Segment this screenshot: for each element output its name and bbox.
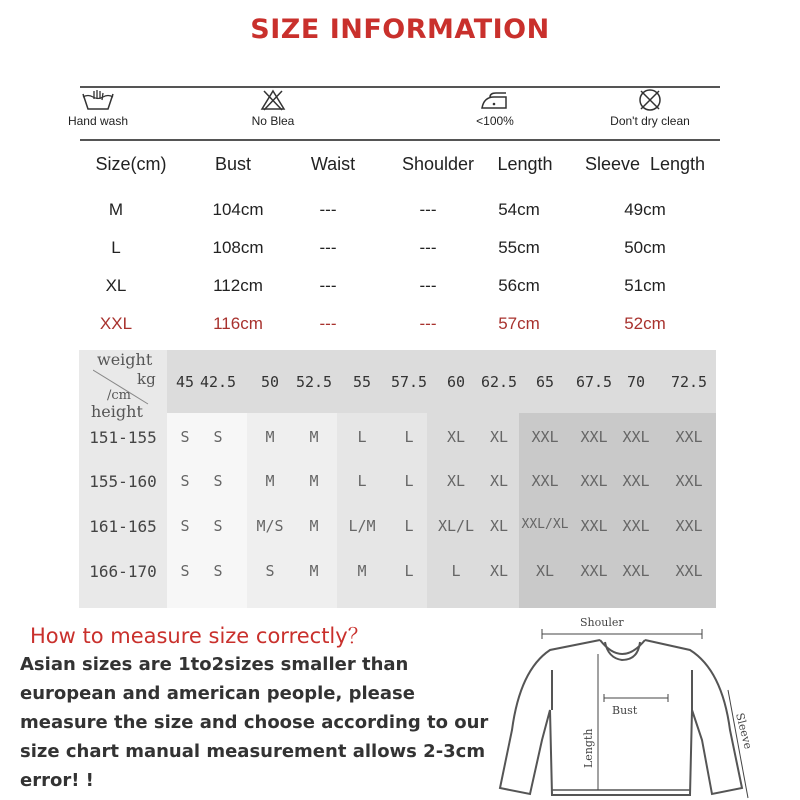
size-recommendation: M — [265, 428, 275, 446]
weight-header: 42.5 — [199, 373, 237, 391]
care-no-bleach — [233, 88, 313, 128]
column-header: Size(cm) — [95, 154, 167, 174]
size-row — [80, 276, 720, 306]
cm-label: /cm — [107, 388, 131, 403]
size-row — [80, 238, 720, 268]
size-table-header — [80, 154, 720, 184]
height-label: 155-160 — [89, 472, 157, 491]
weight-header: 55 — [352, 373, 372, 391]
size-recommendation: M/S — [256, 517, 284, 535]
weight-header: 65 — [535, 373, 555, 391]
size-recommendation: L — [404, 562, 414, 580]
height-label: 151-155 — [89, 428, 157, 447]
size-recommendation: XXL — [622, 428, 650, 446]
note-line: size chart manual measurement allows 2-3cm — [20, 741, 486, 762]
shoulder-label: Shouler — [580, 616, 624, 629]
sweater-outline — [500, 640, 742, 795]
size-recommendation: M — [309, 517, 319, 535]
sleeve-cell: 50cm — [624, 238, 666, 257]
size-recommendation: XXL — [580, 472, 608, 490]
size-recommendation: L — [404, 472, 414, 490]
waist-cell: --- — [319, 200, 337, 219]
iron-icon — [478, 88, 512, 112]
size-recommendation: S — [180, 472, 190, 490]
height-label: 161-165 — [89, 517, 157, 536]
size-recommendation: M — [309, 472, 319, 490]
size-cell: L — [111, 238, 121, 257]
column-header: Sleeve Length — [584, 154, 706, 174]
kg-label: kg — [137, 370, 156, 388]
shoulder-cell: --- — [419, 314, 437, 333]
size-recommendation: S — [213, 517, 223, 535]
size-row — [80, 200, 720, 230]
note-line: measure the size and choose according to our — [20, 712, 489, 733]
sleeve-cell: 52cm — [624, 314, 666, 333]
bust-cell: 108cm — [212, 238, 264, 257]
weight-header: 52.5 — [295, 373, 333, 391]
height-label: 166-170 — [89, 562, 157, 581]
size-recommendation: XL — [489, 562, 509, 580]
hand-wash-icon — [80, 88, 116, 112]
care-label: <100% — [476, 114, 514, 128]
shoulder-cell: --- — [419, 238, 437, 257]
weight-header: 70 — [626, 373, 646, 391]
weight-header: 57.5 — [390, 373, 428, 391]
height-label: height — [91, 402, 143, 421]
page-title: SIZE INFORMATION — [250, 14, 550, 45]
size-recommendation: XL — [489, 428, 509, 446]
size-recommendation: XXL — [531, 472, 559, 490]
size-recommendation: XXL — [622, 517, 650, 535]
waist-cell: --- — [319, 314, 337, 333]
size-row-highlight — [80, 314, 720, 344]
weight-header: 50 — [260, 373, 280, 391]
bust-cell: 112cm — [213, 276, 263, 295]
size-recommendation: S — [213, 428, 223, 446]
size-recommendation: S — [180, 562, 190, 580]
no-dry-clean-icon — [636, 88, 664, 112]
size-recommendation: M — [309, 562, 319, 580]
weight-header: 67.5 — [575, 373, 613, 391]
size-recommendation: XL/L — [437, 517, 475, 535]
note-line: european and american people, please — [20, 683, 415, 704]
size-recommendation: XL — [446, 428, 466, 446]
size-recommendation: S — [265, 562, 275, 580]
care-hand-wash — [58, 88, 138, 128]
size-recommendation: XXL — [675, 472, 703, 490]
size-recommendation: XXL — [531, 428, 559, 446]
size-recommendation: L — [404, 517, 414, 535]
size-recommendation: L — [451, 562, 461, 580]
length-cell: 55cm — [498, 238, 540, 257]
size-recommendation: L — [404, 428, 414, 446]
size-recommendation: XXL — [580, 517, 608, 535]
size-recommendation: XXL — [675, 428, 703, 446]
size-recommendation: XL — [535, 562, 555, 580]
weight-header: 62.5 — [480, 373, 518, 391]
size-recommendation: XXL/XL — [521, 517, 569, 532]
column-header: Length — [497, 154, 553, 174]
size-cell: XXL — [99, 314, 133, 333]
size-cell: M — [108, 200, 124, 219]
size-cell: XL — [105, 276, 127, 295]
length-cell: 57cm — [498, 314, 540, 333]
grid-corner-label — [79, 350, 167, 420]
shoulder-cell: --- — [419, 200, 437, 219]
size-note — [20, 650, 500, 795]
bust-cell: 116cm — [213, 314, 263, 333]
weight-label: weight — [97, 350, 153, 369]
size-recommendation: XL — [489, 517, 509, 535]
note-line: error! ! — [20, 770, 94, 791]
sleeve-label: Sleeve — [733, 711, 755, 751]
size-recommendation: XXL — [622, 562, 650, 580]
length-cell: 54cm — [498, 200, 540, 219]
size-recommendation: S — [213, 472, 223, 490]
care-iron — [455, 88, 535, 128]
size-recommendation: S — [180, 428, 190, 446]
size-recommendation: S — [213, 562, 223, 580]
size-recommendation: XL — [446, 472, 466, 490]
waist-cell: --- — [319, 276, 337, 295]
size-recommendation: S — [180, 517, 190, 535]
care-label: Don't dry clean — [610, 114, 690, 128]
weight-header: 60 — [446, 373, 466, 391]
weight-height-grid — [79, 350, 716, 608]
care-label: No Blea — [251, 114, 295, 128]
bust-cell: 104cm — [212, 200, 264, 219]
shoulder-cell: --- — [419, 276, 437, 295]
no-bleach-icon — [259, 88, 287, 112]
size-recommendation: M — [309, 428, 319, 446]
length-label: Length — [582, 728, 595, 768]
size-recommendation: M — [357, 562, 367, 580]
size-recommendation: XXL — [675, 517, 703, 535]
bust-label: Bust — [612, 704, 638, 717]
weight-header: 72.5 — [670, 373, 708, 391]
length-cell: 56cm — [498, 276, 540, 295]
divider-bottom — [80, 139, 720, 141]
column-header: Shoulder — [401, 154, 475, 174]
column-header: Waist — [310, 154, 356, 174]
weight-header: 45 — [175, 373, 195, 391]
sleeve-cell: 49cm — [624, 200, 666, 219]
size-recommendation: XXL — [580, 428, 608, 446]
size-recommendation: XL — [489, 472, 509, 490]
size-recommendation: L — [357, 472, 367, 490]
size-recommendation: XXL — [675, 562, 703, 580]
size-recommendation: XXL — [580, 562, 608, 580]
sleeve-cell: 51cm — [624, 276, 666, 295]
sweater-measurement-diagram — [490, 610, 800, 800]
care-label: Hand wash — [67, 114, 129, 128]
size-recommendation: L — [357, 428, 367, 446]
size-recommendation: L/M — [348, 517, 376, 535]
waist-cell: --- — [319, 238, 337, 257]
size-recommendation: M — [265, 472, 275, 490]
note-line: Asian sizes are 1to2sizes smaller than — [20, 654, 409, 675]
size-recommendation: XXL — [622, 472, 650, 490]
care-no-dry-clean — [595, 88, 705, 128]
column-header: Bust — [214, 154, 252, 174]
howto-title: How to measure size correctly？ — [30, 624, 369, 648]
